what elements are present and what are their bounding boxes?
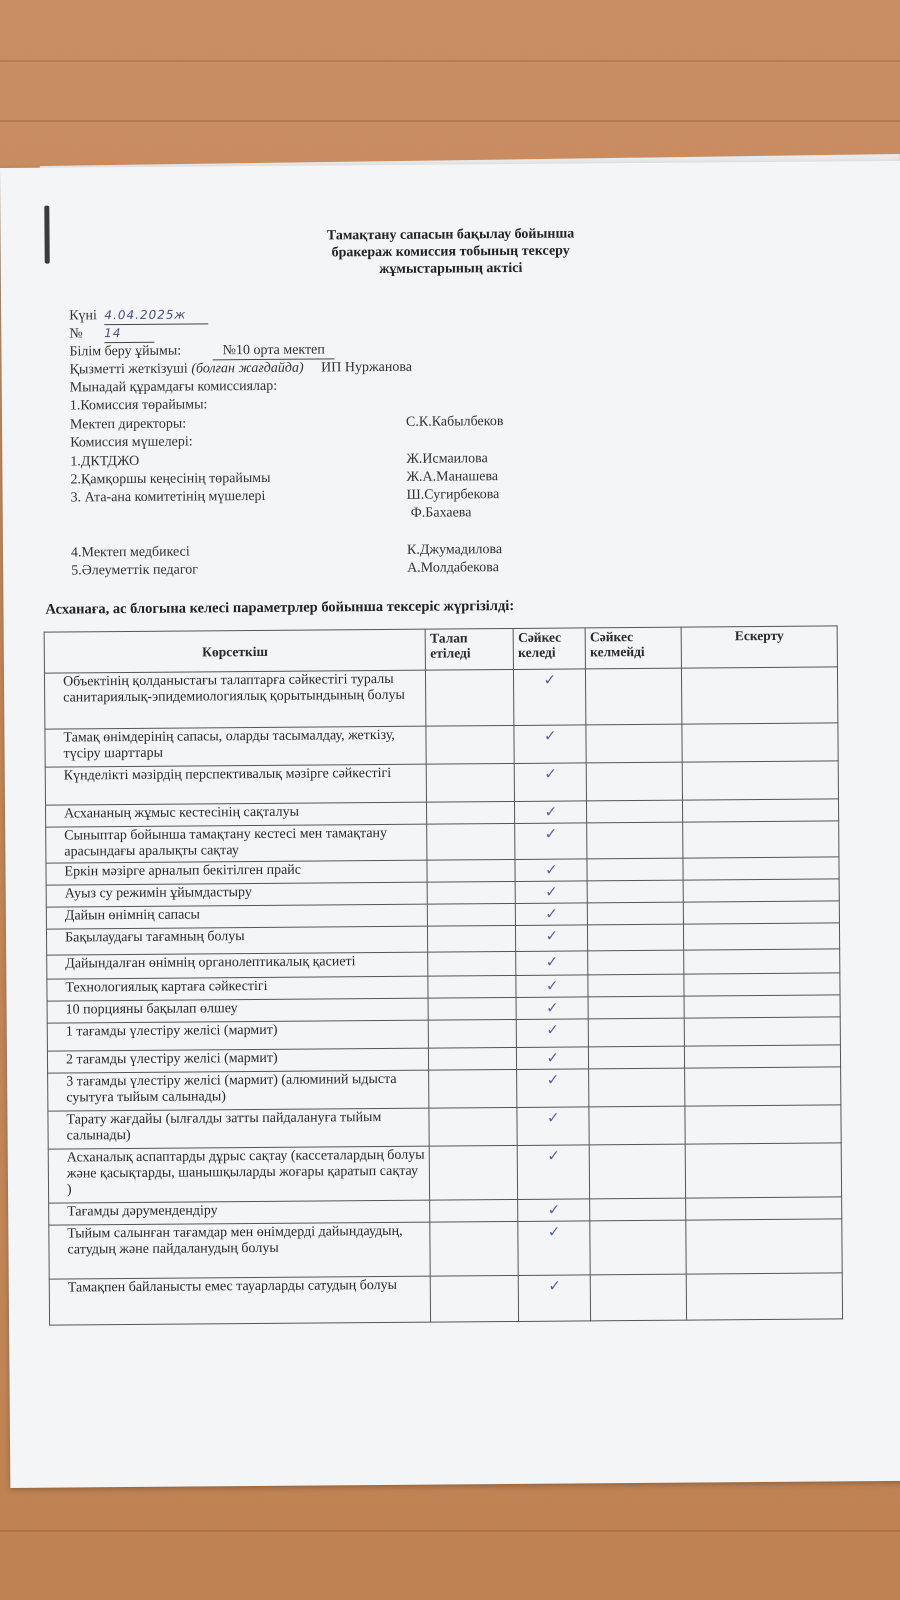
- member-role: 5.Әлеуметтік педагог: [71, 562, 199, 579]
- noncompliant-cell: [589, 1046, 685, 1069]
- members-heading: Комиссия мүшелері:: [70, 434, 193, 451]
- indicator-cell: Тарату жағдайы (ылғалды затты пайдалануға тыйым салынады): [48, 1108, 430, 1149]
- check-mark-icon: ✓: [546, 998, 559, 1017]
- indicator-cell: Асхананың жұмыс кестесінің сақталуы: [46, 802, 428, 827]
- note-cell: [684, 923, 840, 950]
- note-cell: [683, 901, 839, 924]
- indicator-cell: Тағамды дәрумендендіру: [49, 1200, 431, 1225]
- required-cell: [428, 881, 516, 904]
- note-cell: [683, 821, 839, 858]
- compliant-cell: [514, 669, 586, 726]
- check-mark-icon: ✓: [546, 1048, 560, 1067]
- note-cell: [685, 1105, 841, 1144]
- member-role: 3. Ата-ана комитетінің мүшелері: [70, 488, 266, 506]
- check-mark-icon: ✓: [544, 802, 558, 821]
- noncompliant-cell: [587, 822, 683, 859]
- table-row: [44, 667, 837, 729]
- required-cell: [428, 903, 516, 926]
- noncompliant-cell: [588, 974, 684, 997]
- date-value: 4.04.2025ж: [104, 306, 208, 325]
- indicator-cell: 10 порцияны бақылап өлшеу: [47, 998, 429, 1023]
- required-cell: [431, 1275, 519, 1322]
- document-sheet: [0, 161, 900, 1488]
- noncompliant-cell: [586, 724, 682, 763]
- header-required: Талап етіледі: [426, 628, 514, 670]
- note-cell: [686, 1273, 842, 1320]
- compliant-cell: [516, 903, 588, 926]
- required-cell: [427, 859, 515, 882]
- note-cell: [683, 799, 839, 822]
- check-mark-icon: ✓: [546, 1070, 560, 1089]
- check-mark-icon: ✓: [544, 764, 557, 783]
- member-name: Ж.Исмаилова: [406, 451, 488, 467]
- member-name: А.Молдабекова: [407, 560, 499, 576]
- indicator-cell: Тыйым салынған тағамдар мен өнімдерді дайындаудың, сатудың және пайдаланудың болуы: [49, 1222, 431, 1279]
- supplier-row: [70, 359, 412, 379]
- number-value: 14: [104, 325, 154, 343]
- compliant-cell: [516, 975, 588, 998]
- table-row: [49, 1219, 842, 1279]
- check-mark-icon: ✓: [547, 1222, 561, 1241]
- compliant-cell: [515, 763, 587, 802]
- supplier-value: ИП Нуржанова: [321, 359, 413, 376]
- member-name: К.Джумадилова: [406, 542, 503, 558]
- member-name: Ш.Сугирбекова: [406, 487, 500, 503]
- noncompliant-cell: [587, 800, 683, 823]
- noncompliant-cell: [588, 996, 684, 1019]
- check-mark-icon: ✓: [547, 1200, 561, 1219]
- table-row: [48, 1105, 841, 1149]
- check-mark-icon: ✓: [544, 824, 558, 843]
- chair-row: [70, 416, 186, 434]
- noncompliant-cell: [590, 1220, 686, 1275]
- compliant-cell: [518, 1199, 590, 1222]
- date-row: [69, 306, 208, 325]
- header-note: Ескерту: [681, 626, 837, 668]
- table-row: [49, 1273, 842, 1325]
- table-row: [48, 1067, 841, 1111]
- binder-clip: [44, 206, 49, 264]
- note-cell: [683, 857, 839, 880]
- indicator-cell: Тамақпен байланысты емес тауарларды сатудың болуы: [49, 1276, 431, 1325]
- compliant-cell: [517, 1019, 589, 1048]
- chair-role: Мектеп директоры:: [69, 416, 187, 433]
- note-cell: [682, 667, 838, 724]
- check-mark-icon: ✓: [544, 860, 558, 879]
- indicator-cell: Дайындалған өнімнің органолептикалық қасиеті: [47, 952, 429, 979]
- table-row: [45, 761, 838, 805]
- noncompliant-cell: [590, 1274, 686, 1321]
- noncompliant-cell: [589, 1106, 685, 1145]
- noncompliant-cell: [589, 1068, 685, 1107]
- compliant-cell: [517, 1069, 589, 1108]
- noncompliant-cell: [586, 762, 682, 801]
- check-mark-icon: ✓: [546, 1108, 560, 1127]
- document-title: [230, 225, 670, 279]
- compliant-cell: [515, 801, 587, 824]
- required-cell: [430, 1221, 518, 1276]
- indicator-cell: 2 тағамды үлестіру желісі (мармит): [47, 1048, 429, 1073]
- required-cell: [429, 1107, 517, 1146]
- desk-grain: [0, 120, 900, 122]
- noncompliant-cell: [590, 1198, 686, 1221]
- compliant-cell: [515, 859, 587, 882]
- check-mark-icon: ✓: [543, 670, 557, 689]
- required-cell: [427, 823, 515, 860]
- check-mark-icon: ✓: [547, 1146, 560, 1165]
- check-mark-icon: ✓: [545, 904, 559, 923]
- check-mark-icon: ✓: [546, 1020, 559, 1039]
- inspection-table: [44, 625, 843, 1325]
- compliant-cell: [516, 925, 588, 952]
- note-cell: [685, 1143, 841, 1198]
- composition-heading: Мынадай құрамдағы комиссиялар:: [69, 378, 278, 396]
- required-cell: [426, 669, 514, 726]
- indicator-cell: Сыныптар бойынша тамақтану кестесі мен тамақтану арасындағы аралықты сақтау: [46, 824, 428, 863]
- compliant-cell: [516, 997, 588, 1020]
- member-name: Ж.А.Манашева: [406, 469, 499, 485]
- noncompliant-cell: [586, 668, 682, 725]
- required-cell: [429, 1069, 517, 1108]
- number-row: [69, 325, 154, 344]
- required-cell: [429, 1019, 517, 1048]
- required-cell: [428, 925, 516, 952]
- table-row: [48, 1143, 841, 1203]
- noncompliant-cell: [588, 1018, 684, 1047]
- noncompliant-cell: [589, 1144, 685, 1199]
- desk-grain: [0, 1530, 900, 1532]
- note-cell: [684, 949, 840, 974]
- compliant-cell: [517, 1107, 589, 1146]
- indicator-cell: Бақылаудағы тағамның болуы: [46, 926, 428, 955]
- noncompliant-cell: [588, 924, 684, 951]
- indicator-cell: 3 тағамды үлестіру желісі (мармит) (алюминий ыдыста суытуға тыйым салынады): [48, 1070, 430, 1111]
- title-line: бракераж комиссия тобының тексеру: [331, 243, 570, 261]
- indicator-cell: Дайын өнімнің сапасы: [46, 904, 428, 929]
- check-mark-icon: ✓: [545, 976, 559, 995]
- indicator-cell: Тамақ өнімдерінің сапасы, оларды тасымалдау, жеткізу, түсіру шарттары: [45, 726, 427, 767]
- indicator-cell: Еркін мәзірге арналып бекітілген прайс: [46, 860, 428, 885]
- org-value: №10 орта мектеп: [213, 341, 335, 360]
- note-cell: [686, 1197, 842, 1220]
- indicator-cell: 1 тағамды үлестіру желісі (мармит): [47, 1020, 429, 1051]
- member-role: 1.ДКТДЖО: [70, 453, 140, 470]
- note-cell: [686, 1219, 842, 1274]
- member-name: Ф.Бахаева: [410, 505, 472, 521]
- compliant-cell: [515, 881, 587, 904]
- chair-heading: 1.Комиссия төрайымы:: [69, 397, 208, 414]
- compliant-cell: [516, 951, 588, 976]
- compliant-cell: [517, 1047, 589, 1070]
- compliant-cell: [514, 725, 586, 764]
- required-cell: [428, 951, 516, 976]
- noncompliant-cell: [587, 880, 683, 903]
- table-row: [46, 821, 839, 863]
- header-noncompliant: Сәйкес келмейді: [585, 627, 681, 669]
- date-label: Күні: [69, 308, 97, 324]
- compliant-cell: [518, 1221, 590, 1276]
- indicator-cell: Ауыз су режимін ұйымдастыру: [46, 882, 428, 907]
- desk-grain: [0, 60, 900, 62]
- required-cell: [428, 975, 516, 998]
- noncompliant-cell: [588, 950, 684, 975]
- number-label: №: [69, 326, 83, 342]
- compliant-cell: [519, 1275, 591, 1322]
- table-header-row: [44, 626, 837, 673]
- check-mark-icon: ✓: [545, 926, 559, 945]
- note-cell: [683, 879, 839, 902]
- note-cell: [684, 973, 840, 996]
- indicator-cell: Технологиялық картаға сәйкестігі: [47, 976, 429, 1001]
- org-row: [69, 341, 335, 361]
- required-cell: [427, 801, 515, 824]
- org-label: Білім беру ұйымы:: [69, 343, 182, 360]
- header-compliant: Сәйкес келеді: [513, 628, 585, 670]
- noncompliant-cell: [588, 902, 684, 925]
- required-cell: [430, 1145, 518, 1200]
- title-line: жұмыстарының актісі: [379, 260, 523, 278]
- note-cell: [684, 995, 840, 1018]
- title-line: Тамақтану сапасын бақылау бойынша: [326, 226, 575, 244]
- supplier-note: (болған жағдайда): [191, 360, 304, 377]
- required-cell: [426, 725, 514, 764]
- note-cell: [682, 761, 838, 800]
- member-role: 2.Қамқоршы кеңесінің төрайымы: [70, 470, 271, 488]
- note-cell: [685, 1045, 841, 1068]
- member-role: 4.Мектеп медбикесі: [70, 544, 190, 561]
- indicator-cell: Объектінің қолданыстағы талаптарға сәйкестігі туралы санитариялық-эпидемиологиялық қорытындының болуы: [44, 670, 426, 729]
- indicator-cell: Күнделікті мәзірдің перспективалық мәзірге сәйкестігі: [45, 764, 427, 805]
- required-cell: [429, 1047, 517, 1070]
- table-row: [45, 723, 838, 767]
- supplier-label: Қызметті жеткізуші: [69, 361, 188, 378]
- indicator-cell: Асханалық аспаптарды дұрыс сақтау (кассеталардың болуы және қасықтарды, шанышқыларды жоғары қаратып сақтау ): [48, 1146, 430, 1203]
- header-indicator: Көрсеткіш: [44, 629, 426, 673]
- note-cell: [682, 723, 838, 762]
- chair-name: С.К.Кабылбеков: [405, 414, 504, 430]
- noncompliant-cell: [587, 858, 683, 881]
- note-cell: [685, 1067, 841, 1106]
- note-cell: [684, 1017, 840, 1046]
- required-cell: [430, 1199, 518, 1222]
- section-heading: Асханаға, ас блогына келесі параметрлер бойынша тексеріс жүргізілді:: [45, 597, 515, 618]
- required-cell: [427, 763, 515, 802]
- check-mark-icon: ✓: [545, 882, 558, 901]
- check-mark-icon: ✓: [545, 952, 559, 971]
- required-cell: [428, 997, 516, 1020]
- compliant-cell: [515, 823, 587, 860]
- check-mark-icon: ✓: [548, 1276, 561, 1295]
- check-mark-icon: ✓: [543, 726, 557, 745]
- compliant-cell: [518, 1145, 590, 1200]
